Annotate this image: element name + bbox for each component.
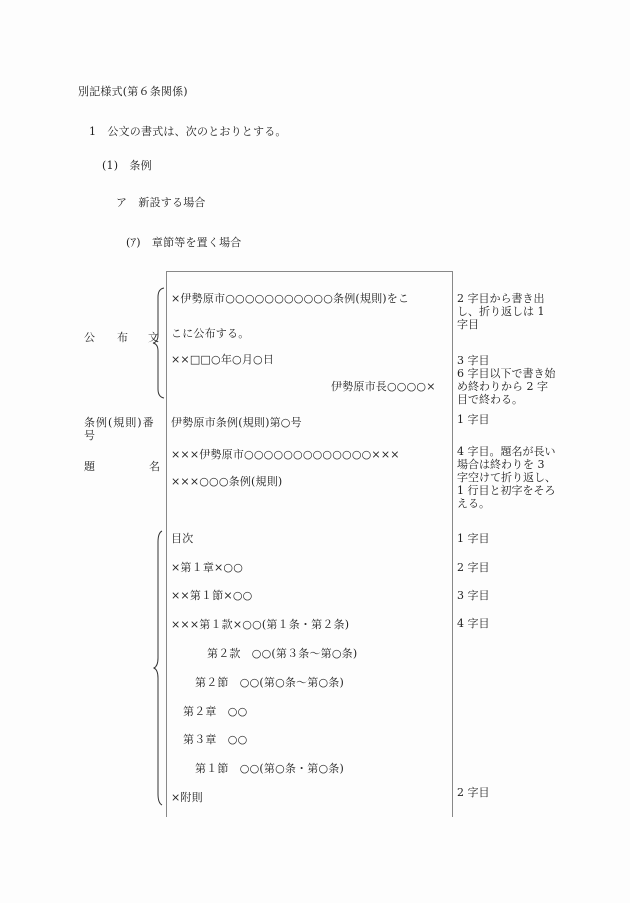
label-title-1: 題 <box>84 460 95 473</box>
subsection-1-heading: (1) 条例 <box>102 159 152 172</box>
box-right-border <box>452 271 453 817</box>
note-date-indent: 3 字目 <box>457 354 490 367</box>
note-toc-supplementary: 2 字目 <box>457 786 490 799</box>
ordinance-title-line-1: ×××伊勢原市○○○○○○○○○○○○○××× <box>171 448 400 461</box>
note-toc-3: 3 字目 <box>457 589 490 602</box>
note-number-indent: 1 字目 <box>457 413 490 426</box>
label-title-2: 名 <box>149 460 160 473</box>
box-left-border <box>166 271 167 817</box>
item-a-heading: ア 新設する場合 <box>116 196 206 209</box>
label-promulgation-1: 公 <box>84 331 95 344</box>
left-brace-icon <box>152 287 166 399</box>
toc-section-2: 第２節 ○○(第○条～第○条) <box>195 676 344 689</box>
toc-supplementary: ×附則 <box>171 791 203 804</box>
toc-chapter-1: ×第１章×○○ <box>171 561 244 574</box>
promulgation-line-1: ×伊勢原市○○○○○○○○○○○条例(規則)をこ <box>171 292 410 305</box>
toc-subsection-2: 第２款 ○○(第３条～第○条) <box>207 647 358 660</box>
toc-chapter-2: 第２章 ○○ <box>183 705 248 718</box>
note-toc-2: 2 字目 <box>457 561 490 574</box>
toc-subsection-1: ×××第１款×○○(第１条・第２条) <box>171 618 350 631</box>
label-number-line1: 条例(規則)番 <box>84 416 155 429</box>
box-top-border <box>166 271 453 272</box>
toc-chapter-3: 第３章 ○○ <box>183 733 248 746</box>
toc-chapter-3-section-1: 第１節 ○○(第○条・第○条) <box>195 762 344 775</box>
left-brace-icon <box>152 530 164 806</box>
promulgation-line-2: こに公布する。 <box>171 327 250 340</box>
form-title: 別記様式(第６条関係) <box>78 85 188 98</box>
label-promulgation-3: 文 <box>148 331 159 344</box>
item-a-1-heading: (ｱ) 章節等を置く場合 <box>126 236 242 249</box>
ordinance-title-line-2: ×××○○○条例(規則) <box>171 475 283 488</box>
mayor-signature: 伊勢原市長○○○○× <box>331 380 436 393</box>
label-promulgation-2: 布 <box>117 331 128 344</box>
note-toc-4: 4 字目 <box>457 617 490 630</box>
promulgation-date: ××□□○年○月○日 <box>171 353 275 366</box>
toc-heading: 目次 <box>171 532 194 545</box>
note-toc-1: 1 字目 <box>457 532 490 545</box>
note-signature-indent: 6 字目以下で書き始め終わりから 2 字目で終わる。 <box>457 367 556 406</box>
note-title-indent: 4 字目。題名が長い場合は終わりを 3 字空けて折り返し、1 行目と初字をそろえる。 <box>457 445 556 510</box>
toc-section-1: ××第１節×○○ <box>171 589 253 602</box>
label-number-line2: 号 <box>84 429 95 442</box>
section-1-heading: 1 公文の書式は、次のとおりとする。 <box>89 125 287 138</box>
ordinance-number: 伊勢原市条例(規則)第○号 <box>171 416 302 429</box>
note-promulgation-indent: 2 字目から書き出し、折り返しは 1 字目 <box>457 292 545 331</box>
